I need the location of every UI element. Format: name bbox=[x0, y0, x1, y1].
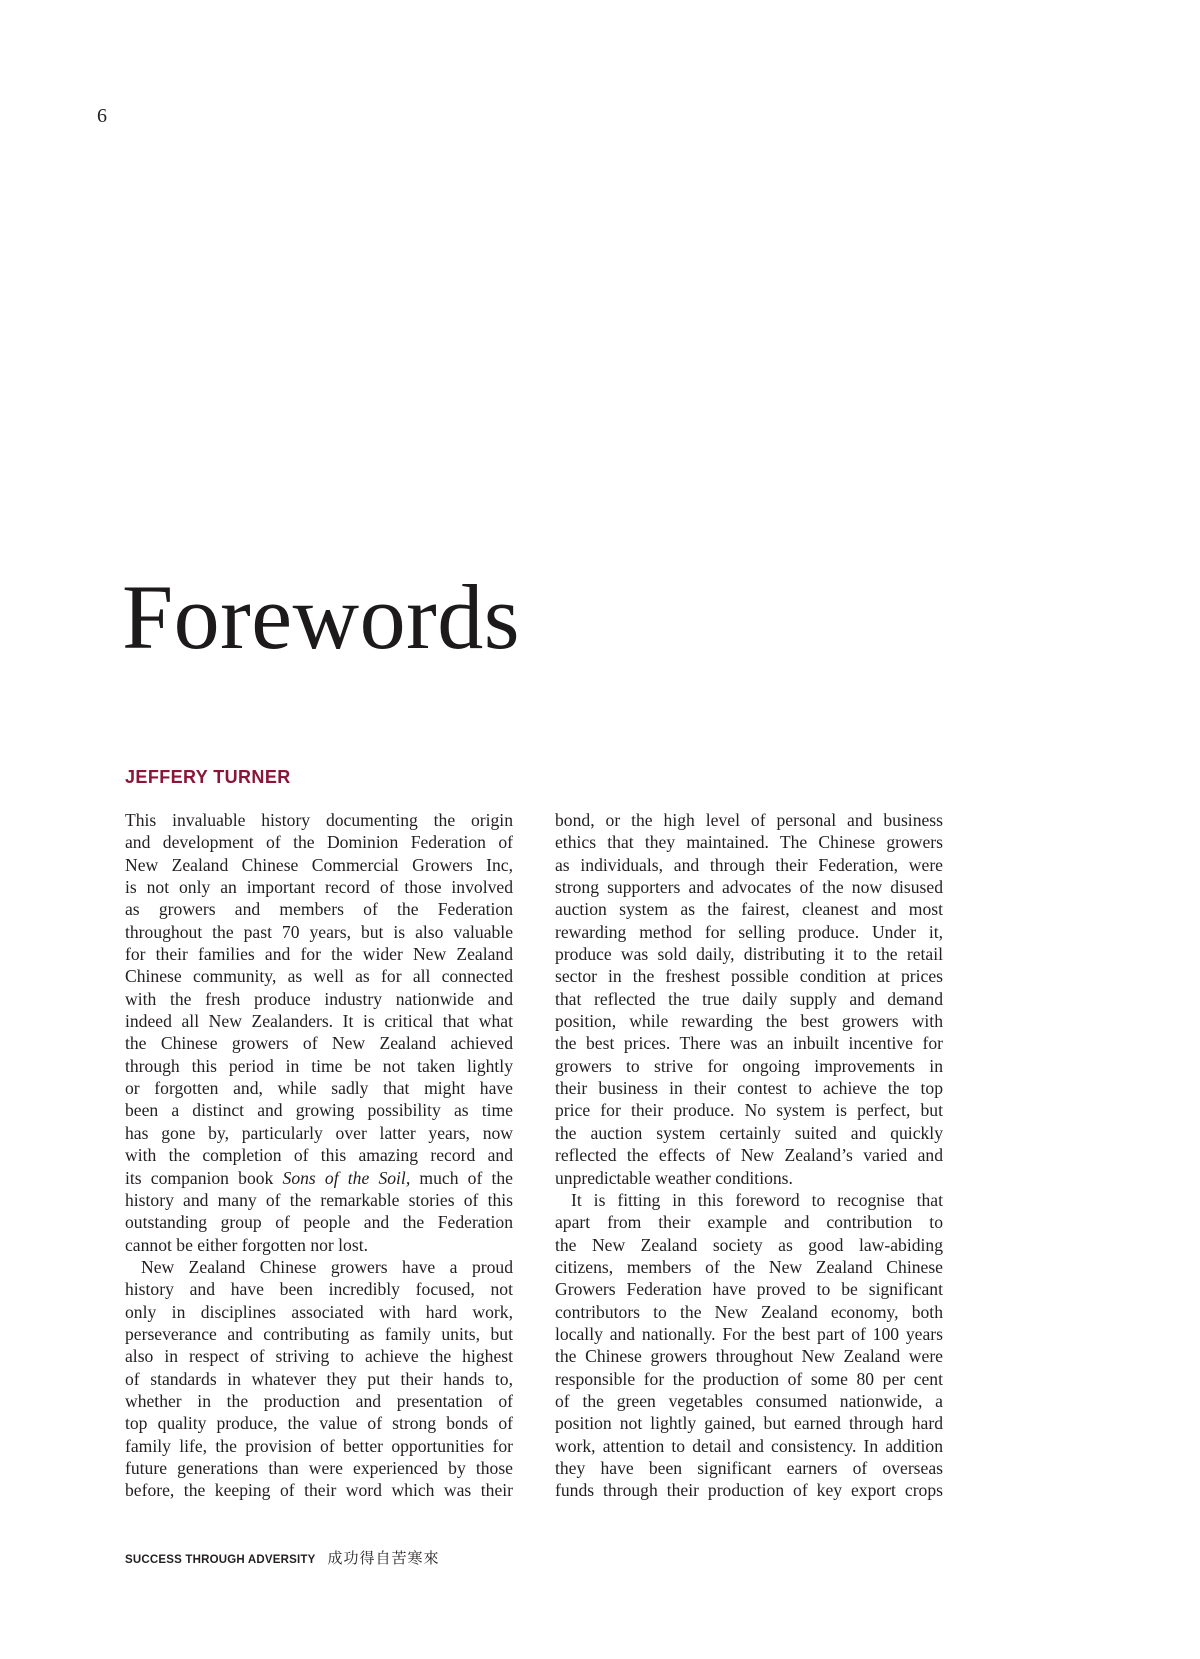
text-line: whether in the production and presentation of bbox=[125, 1390, 513, 1411]
text-line: It is fitting in this foreword to recognise that bbox=[571, 1189, 943, 1210]
text-line: ethics that they maintained. The Chinese growers bbox=[555, 832, 943, 853]
text-line: rewarding method for selling produce. Under it, bbox=[555, 921, 943, 942]
text-line: through this period in time be not taken lightly bbox=[125, 1055, 513, 1076]
text-line: produce was sold daily, distributing it to the retail bbox=[555, 944, 943, 965]
text-line: outstanding group of people and the Federation bbox=[125, 1212, 513, 1233]
text-line: family life, the provision of better opportunities for bbox=[125, 1435, 513, 1456]
book-title-italic: Sons of the Soil, bbox=[282, 1167, 411, 1188]
text-line: strong supporters and advocates of the now disused bbox=[555, 877, 943, 898]
text-line: position, while rewarding the best growers with bbox=[555, 1011, 943, 1032]
text-line: the Chinese growers throughout New Zealand were bbox=[555, 1346, 943, 1367]
text-line: responsible for the production of some 80 per cent bbox=[555, 1368, 943, 1389]
page-number: 6 bbox=[97, 105, 107, 127]
running-footer bbox=[125, 1547, 440, 1568]
text-line: unpredictable weather conditions. bbox=[555, 1167, 793, 1188]
text-line: throughout the past 70 years, but is also valuable bbox=[125, 921, 513, 942]
text-line: the New Zealand society as good law-abiding bbox=[555, 1234, 943, 1255]
author-heading: JEFFERY TURNER bbox=[125, 767, 291, 787]
text-line: with the completion of this amazing record and bbox=[125, 1145, 513, 1166]
text-line: New Zealand Chinese Commercial Growers Inc, bbox=[125, 854, 513, 875]
text-column-left bbox=[125, 809, 513, 1502]
text-line: with the fresh produce industry nationwide and bbox=[125, 988, 513, 1009]
text-fragment: its companion book bbox=[125, 1167, 283, 1188]
page-title: Forewords bbox=[122, 566, 521, 668]
text-line: top quality produce, the value of strong bonds of bbox=[125, 1413, 513, 1434]
text-line: is not only an important record of those involved bbox=[125, 877, 513, 898]
text-line: contributors to the New Zealand economy, both bbox=[555, 1301, 943, 1322]
text-line: work, attention to detail and consistency. In addition bbox=[555, 1435, 943, 1456]
text-line: the best prices. There was an inbuilt incentive for bbox=[555, 1033, 943, 1054]
text-line: as individuals, and through their Federation, were bbox=[555, 854, 943, 875]
text-line: been a distinct and growing possibility as time bbox=[125, 1100, 513, 1121]
text-line: reflected the effects of New Zealand’s varied and bbox=[555, 1145, 943, 1166]
text-line: New Zealand Chinese growers have a proud bbox=[141, 1256, 513, 1277]
text-line: cannot be either forgotten nor lost. bbox=[125, 1234, 368, 1255]
text-line: indeed all New Zealanders. It is critical that what bbox=[125, 1011, 513, 1032]
text-line: auction system as the fairest, cleanest and most bbox=[555, 899, 943, 920]
text-line: they have been significant earners of overseas bbox=[555, 1457, 943, 1478]
text-line: their business in their contest to achieve the top bbox=[555, 1078, 943, 1099]
footer-book-title-chinese: 成功得自苦寒來 bbox=[327, 1549, 440, 1567]
text-line: of standards in whatever they put their hands to, bbox=[125, 1368, 513, 1389]
text-line: sector in the freshest possible condition at prices bbox=[555, 966, 943, 987]
text-line: apart from their example and contribution to bbox=[555, 1212, 943, 1233]
text-line: position not lightly gained, but earned through hard bbox=[555, 1413, 943, 1434]
text-line: funds through their production of key export crops bbox=[555, 1480, 943, 1501]
text-line: and development of the Dominion Federation of bbox=[125, 832, 513, 853]
footer-book-title: SUCCESS THROUGH ADVERSITY bbox=[125, 1554, 316, 1566]
text-line: history and have been incredibly focused, not bbox=[125, 1279, 513, 1300]
text-line: bond, or the high level of personal and business bbox=[555, 810, 943, 830]
text-fragment: much of the bbox=[410, 1167, 513, 1188]
text-line: of the green vegetables consumed nationwide, a bbox=[555, 1390, 943, 1411]
text-line: has gone by, particularly over latter years, now bbox=[125, 1122, 513, 1143]
text-line: as growers and members of the Federation bbox=[125, 899, 513, 920]
text-line: also in respect of striving to achieve the highest bbox=[125, 1346, 513, 1367]
text-line: perseverance and contributing as family units, but bbox=[125, 1323, 513, 1344]
text-column-right bbox=[555, 809, 943, 1502]
text-line: the auction system certainly suited and quickly bbox=[555, 1122, 943, 1143]
text-line: only in disciplines associated with hard work, bbox=[125, 1301, 513, 1322]
text-line: or forgotten and, while sadly that might have bbox=[125, 1078, 513, 1099]
text-line: price for their produce. No system is perfect, but bbox=[555, 1100, 943, 1121]
text-line: future generations than were experienced by those bbox=[125, 1457, 513, 1478]
text-line: the Chinese growers of New Zealand achieved bbox=[125, 1033, 513, 1054]
text-line: before, the keeping of their word which was their bbox=[125, 1480, 513, 1501]
text-line bbox=[125, 1167, 513, 1189]
text-line: Growers Federation have proved to be significant bbox=[555, 1279, 943, 1300]
text-line: Chinese community, as well as for all connected bbox=[125, 966, 513, 987]
text-line: history and many of the remarkable stories of this bbox=[125, 1189, 513, 1210]
text-line: for their families and for the wider New Zealand bbox=[125, 944, 513, 965]
text-line: growers to strive for ongoing improvements in bbox=[555, 1055, 943, 1076]
text-line: This invaluable history documenting the origin bbox=[125, 810, 513, 830]
text-line: locally and nationally. For the best part of 100 years bbox=[555, 1323, 943, 1344]
text-line: citizens, members of the New Zealand Chinese bbox=[555, 1256, 943, 1277]
text-line: that reflected the true daily supply and demand bbox=[555, 988, 943, 1009]
